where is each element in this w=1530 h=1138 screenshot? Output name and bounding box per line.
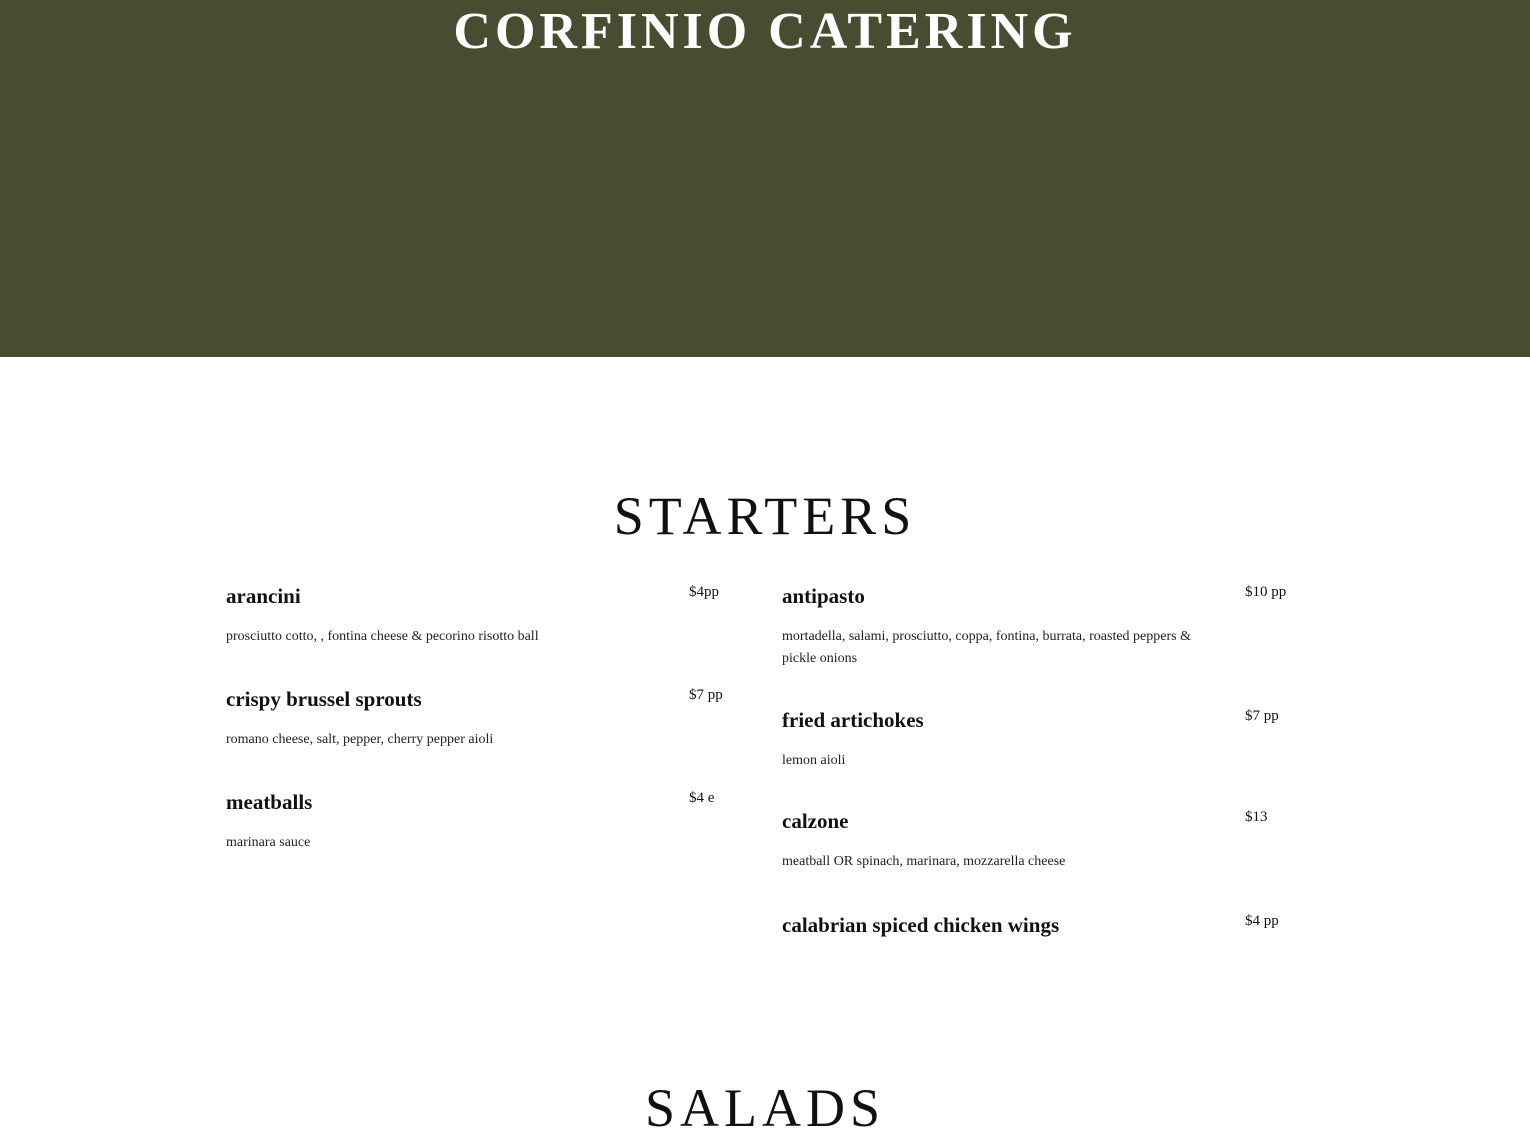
menu-item-calzone — [782, 803, 1292, 907]
menu-item-name: crispy brussel sprouts — [226, 687, 422, 711]
menu-item-name: calzone — [782, 809, 849, 833]
menu-item-price: $7 pp — [689, 687, 723, 703]
menu-item-arancini — [226, 578, 726, 681]
menu-item-name: arancini — [226, 584, 301, 608]
menu-item-name: antipasto — [782, 584, 865, 608]
menu-item-price: $4 e — [689, 790, 715, 806]
menu-item-meatballs — [226, 784, 726, 887]
menu-item-description: romano cheese, salt, pepper, cherry pepper aioli — [226, 732, 494, 747]
menu-item-crispy-brussel-sprouts — [226, 681, 726, 784]
menu-item-price: $4 pp — [1245, 913, 1279, 929]
menu-item-name: meatballs — [226, 790, 313, 814]
menu-item-price: $10 pp — [1245, 584, 1287, 600]
menu-item-description: meatball OR spinach, marinara, mozzarella cheese — [782, 854, 1066, 869]
menu-item-calabrian-spiced-chicken-wings — [782, 907, 1292, 943]
menu-item-description: mortadella, salami, prosciutto, coppa, fontina, burrata, roasted peppers & pickle onions — [782, 629, 1191, 666]
starters-left-column — [226, 578, 726, 887]
menu-item-antipasto — [782, 578, 1292, 702]
menu-item-name: fried artichokes — [782, 708, 924, 732]
menu-item-description: marinara sauce — [226, 835, 311, 850]
site-title: CORFINIO CATERING — [453, 3, 1077, 60]
section-title-salads: SALADS — [644, 1078, 886, 1138]
menu-item-price: $7 pp — [1245, 708, 1279, 724]
menu-item-description: prosciutto cotto, , fontina cheese & pecorino risotto ball — [226, 629, 539, 644]
menu-item-name: calabrian spiced chicken wings — [782, 913, 1060, 937]
menu-item-price: $13 — [1245, 809, 1268, 825]
menu-item-price: $4pp — [689, 584, 719, 600]
menu-item-fried-artichokes — [782, 702, 1292, 803]
starters-right-column — [782, 578, 1292, 943]
hero-banner — [0, 0, 1530, 357]
menu-item-description: lemon aioli — [782, 753, 846, 768]
section-title-starters: STARTERS — [613, 486, 917, 546]
